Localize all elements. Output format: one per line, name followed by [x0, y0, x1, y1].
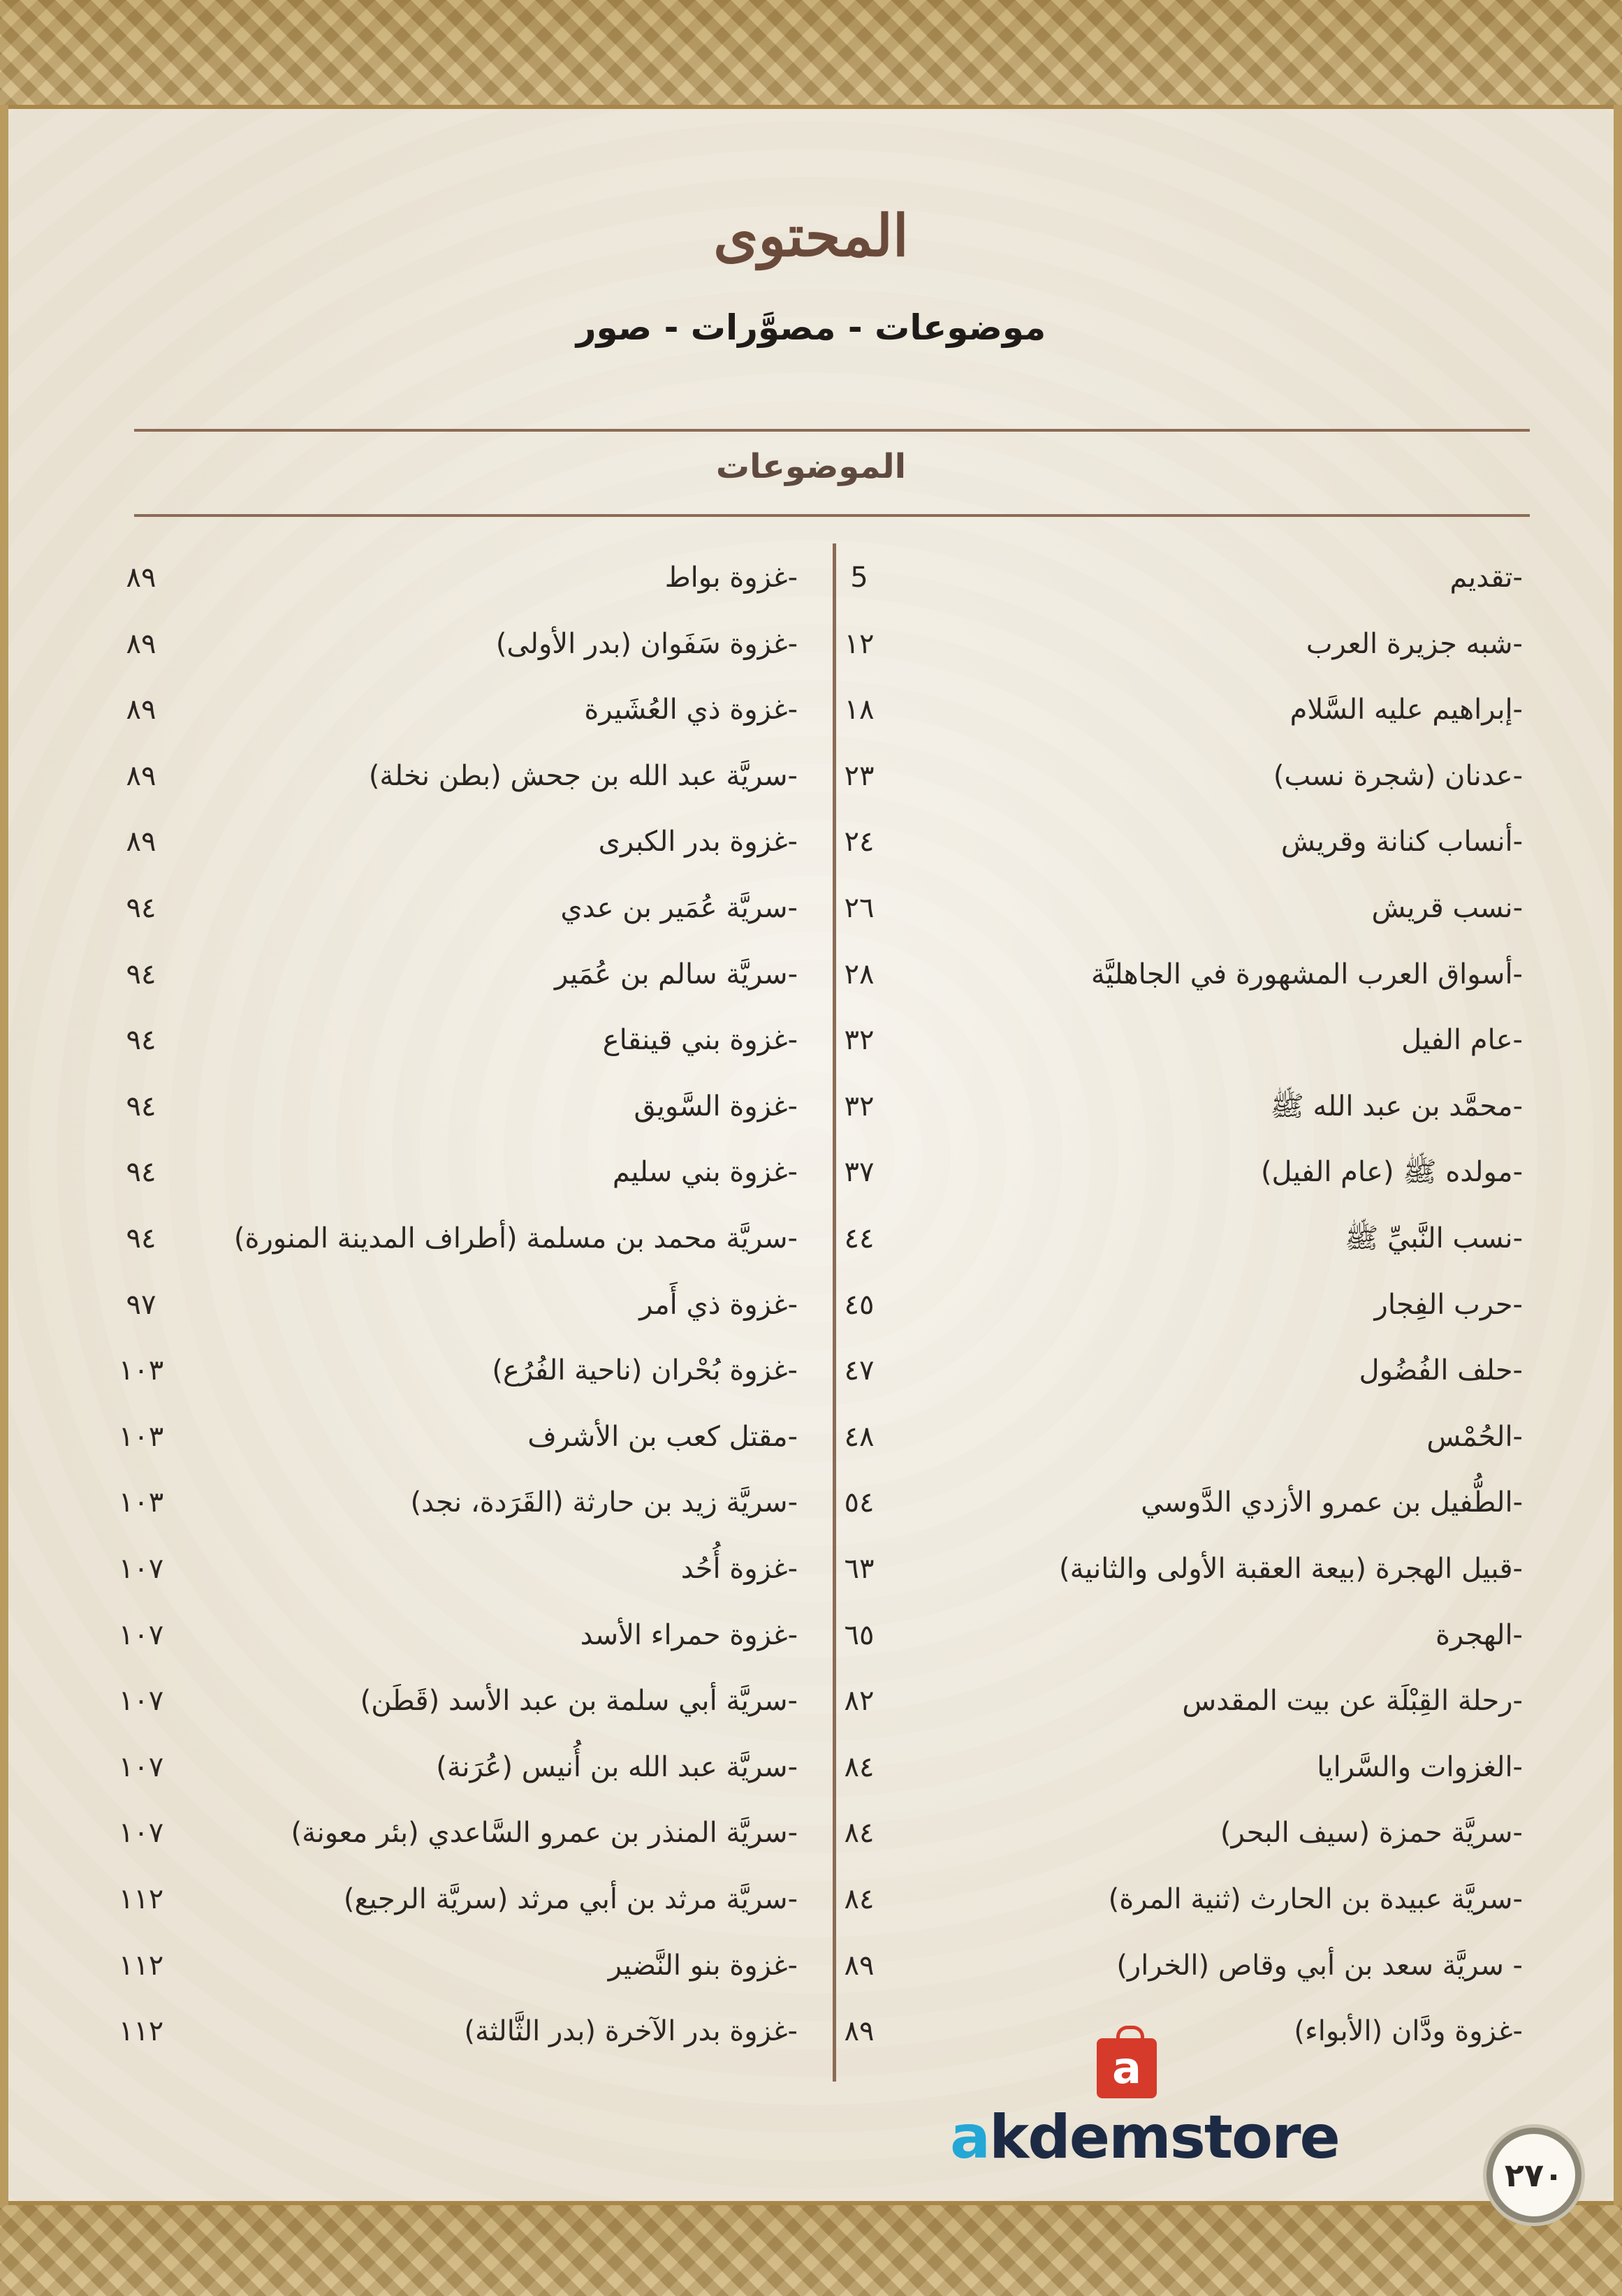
toc-entry [817, 1405, 1523, 1468]
toc-entry-title: -سريَّة عبد الله بن جحش (بطن نخلة) [368, 759, 798, 792]
toc-entry-title: -حلف الفُضُول [1359, 1354, 1523, 1387]
toc-entry [817, 943, 1523, 1006]
toc-entry-title: -سريَّة سالم بن عُمَير [555, 958, 798, 990]
toc-entry-page: ٩٤ [126, 1156, 156, 1189]
toc-entry [99, 546, 798, 609]
toc-entry [817, 877, 1523, 939]
toc-entry-title: -سريَّة عبيدة بن الحارث (ثنية المرة) [1108, 1883, 1523, 1915]
decorative-bottom-border [0, 2201, 1622, 2296]
toc-entry-title: -مولده ﷺ (عام الفيل) [1260, 1156, 1523, 1189]
toc-entry-page: ٩٤ [126, 958, 156, 990]
toc-entry-page: ٣٢ [844, 1024, 875, 1057]
decorative-top-border [0, 0, 1622, 109]
toc-entry-title: -رحلة القِبْلَة عن بيت المقدس [1182, 1685, 1523, 1718]
toc-entry [99, 1669, 798, 1732]
toc-entry-page: ١٠٧ [118, 1817, 164, 1850]
toc-entry [99, 1009, 798, 1072]
toc-entry-page: ١٠٣ [118, 1354, 164, 1387]
toc-entry-title: -غزوة سَفَوان (بدر الأولى) [495, 627, 798, 660]
toc-entry-page: ٢٣ [844, 759, 875, 792]
toc-entry-page: ٢٦ [844, 892, 875, 924]
toc-entry-title: -تقديم [1449, 562, 1523, 594]
toc-entry-title: -مقتل كعب بن الأشرف [527, 1420, 798, 1453]
toc-entry [817, 1273, 1523, 1336]
toc-entry [817, 1736, 1523, 1799]
toc-entry-title: -نسب النَّبيِّ ﷺ [1344, 1222, 1523, 1255]
toc-entry-page: ٢٨ [844, 958, 875, 990]
toc-entry [99, 1868, 798, 1931]
toc-entry-title: -غزوة بني قينقاع [602, 1024, 798, 1057]
toc-entry-page: ٨٤ [844, 1750, 875, 1783]
toc-entry [99, 678, 798, 741]
toc-entry [817, 1207, 1523, 1270]
toc-entry [99, 1801, 798, 1864]
toc-entry [817, 810, 1523, 873]
toc-entry [99, 1339, 798, 1402]
decorative-right-border [1614, 105, 1622, 2205]
toc-entry-title: -أسواق العرب المشهورة في الجاهليَّة [1090, 958, 1523, 990]
toc-entry-title: -إبراهيم عليه السَّلام [1289, 694, 1523, 726]
section-heading: الموضوعات [715, 447, 907, 486]
toc-entry-page: ٩٤ [126, 892, 156, 924]
section-divider [134, 514, 1530, 517]
page-subtitle: موضوعات - مصوَّرات - صور [576, 307, 1046, 348]
toc-entry-page: ٩٤ [126, 1222, 156, 1255]
toc-entry-title: -شبه جزيرة العرب [1306, 627, 1523, 660]
toc-entry-page: ٨٩ [126, 627, 156, 660]
toc-entry-page: ٤٥ [844, 1288, 875, 1321]
toc-entry-page: ١٠٣ [118, 1420, 164, 1453]
toc-entry-title: -سريَّة حمزة (سيف البحر) [1220, 1817, 1523, 1850]
toc-entry-title: -غزوة بدر الآخرة (بدر الثَّالثة) [464, 2015, 798, 2048]
toc-entry [99, 1934, 798, 1997]
toc-entry-page: ٨٤ [844, 1883, 875, 1915]
toc-entry [99, 1075, 798, 1138]
toc-entry-page: ٥٤ [844, 1486, 875, 1519]
toc-entry-page: ٣٧ [844, 1156, 875, 1189]
toc-entry-page: ١١٢ [118, 1949, 164, 1982]
toc-entry [817, 678, 1523, 741]
toc-entry-page: ١٠٧ [118, 1685, 164, 1718]
toc-entry-title: -سريَّة عبد الله بن أُنيس (عُرَنة) [436, 1750, 798, 1783]
toc-entry-page: ٩٧ [126, 1288, 156, 1321]
toc-entry [99, 877, 798, 939]
toc-entry-page: ١٠٧ [118, 1750, 164, 1783]
top-divider [134, 429, 1530, 432]
toc-entry [99, 1141, 798, 1204]
toc-entry [817, 1075, 1523, 1138]
toc-entry [99, 943, 798, 1006]
toc-entry [99, 1736, 798, 1799]
toc-entry-page: ٦٣ [844, 1553, 875, 1585]
toc-entry [99, 1207, 798, 1270]
toc-entry [99, 1537, 798, 1600]
toc-entry [99, 1604, 798, 1667]
toc-entry-title: -سريَّة عُمَير بن عدي [560, 892, 798, 924]
toc-entry [99, 1273, 798, 1336]
toc-entry-title: -غزوة بني سليم [612, 1156, 798, 1189]
toc-entry [99, 1471, 798, 1534]
toc-entry-title: -سريَّة زيد بن حارثة (القَرَدة، نجد) [410, 1486, 798, 1519]
toc-entry [817, 1009, 1523, 1072]
decorative-left-border [0, 105, 8, 2205]
toc-entry [817, 1801, 1523, 1864]
toc-entry-title: -الغزوات والسَّرايا [1317, 1750, 1523, 1783]
toc-entry-page: ٦٥ [844, 1618, 875, 1651]
toc-entry-title: -سريَّة أبي سلمة بن عبد الأسد (قَطَن) [360, 1685, 798, 1718]
toc-entry [817, 1471, 1523, 1534]
toc-entry-title: -عام الفيل [1401, 1024, 1523, 1057]
toc-entry [99, 2000, 798, 2063]
toc-entry [817, 1604, 1523, 1667]
toc-entry-page: ١٠٧ [118, 1618, 164, 1651]
toc-entry [817, 613, 1523, 675]
toc-entry-page: ٩٤ [126, 1090, 156, 1123]
toc-entry-page: ٨٩ [126, 759, 156, 792]
toc-entry-title: -سريَّة محمد بن مسلمة (أطراف المدينة المنورة) [233, 1222, 798, 1255]
toc-entry-page: ٨٩ [126, 562, 156, 594]
toc-entry-page: ٣٢ [844, 1090, 875, 1123]
toc-entry [817, 1141, 1523, 1204]
toc-entry-page: ١١٢ [118, 2015, 164, 2048]
page-title: المحتوى [713, 203, 909, 270]
toc-entry-title: -سريَّة مرثد بن أبي مرثد (سريَّة الرجيع) [343, 1883, 798, 1915]
toc-entry-page: ٨٩ [844, 1949, 875, 1982]
toc-entry [817, 546, 1523, 609]
store-logo [950, 2038, 1341, 2172]
toc-entry-title: -غزوة السَّويق [634, 1090, 798, 1123]
toc-entry [817, 1537, 1523, 1600]
page-number-badge: ٢٧٠ [1486, 2128, 1581, 2223]
toc-entry-title: -محمَّد بن عبد الله ﷺ [1270, 1090, 1523, 1123]
toc-entry [99, 745, 798, 807]
toc-entry [817, 1868, 1523, 1931]
toc-entry [817, 745, 1523, 807]
toc-entry-title: -الهجرة [1435, 1618, 1523, 1651]
toc-entry-title: -غزوة بُحْران (ناحية الفُرُع) [492, 1354, 798, 1387]
toc-entry-title: -الطُّفيل بن عمرو الأزدي الدَّوسي [1141, 1486, 1523, 1519]
toc-entry [817, 1669, 1523, 1732]
book-logo-icon: a [1097, 2038, 1157, 2098]
toc-entry-page: ١٠٣ [118, 1486, 164, 1519]
toc-entry-title: -سريَّة المنذر بن عمرو السَّاعدي (بئر معونة) [291, 1817, 798, 1850]
toc-entry-page: ٨٤ [844, 1817, 875, 1850]
toc-entry-page: ٤٤ [844, 1222, 875, 1255]
toc-entry [817, 1339, 1523, 1402]
toc-entry [99, 613, 798, 675]
toc-entry-page: ١٢ [844, 627, 875, 660]
toc-entry-page: ٨٩ [126, 826, 156, 858]
toc-entry-page: ١١٢ [118, 1883, 164, 1915]
toc-entry-title: -قبيل الهجرة (بيعة العقبة الأولى والثانية) [1059, 1553, 1523, 1585]
toc-entry [817, 1934, 1523, 1997]
toc-entry-page: ٤٧ [844, 1354, 875, 1387]
toc-entry-title: -غزوة حمراء الأسد [580, 1618, 798, 1651]
toc-entry [99, 810, 798, 873]
toc-entry-title: -عدنان (شجرة نسب) [1273, 759, 1523, 792]
toc-entry-page: ٨٩ [844, 2015, 875, 2048]
toc-entry-title: -غزوة بواط [664, 562, 798, 594]
toc-entry-title: -أنساب كنانة وقريش [1280, 826, 1523, 858]
toc-entry-title: -غزوة ودَّان (الأبواء) [1294, 2015, 1523, 2048]
toc-entry-title: -نسب قريش [1371, 892, 1523, 924]
store-logo-text: akdemstore [950, 2103, 1339, 2172]
toc-entry-page: ٤٨ [844, 1420, 875, 1453]
toc-entry-title: -غزوة ذي العُشَيرة [584, 694, 798, 726]
toc-entry-page: ١٠٧ [118, 1553, 164, 1585]
toc-entry-page: ٨٢ [844, 1685, 875, 1718]
toc-entry-title: -حرب الفِجار [1374, 1288, 1523, 1321]
toc-entry-page: ١٨ [844, 694, 875, 726]
toc-entry-title: -غزوة بدر الكبرى [598, 826, 798, 858]
toc-entry-page: ٩٤ [126, 1024, 156, 1057]
toc-entry-page: ٨٩ [126, 694, 156, 726]
toc-entry-title: - سريَّة سعد بن أبي وقاص (الخرار) [1116, 1949, 1523, 1982]
toc-entry-title: -الحُمْس [1426, 1420, 1523, 1453]
toc-entry-title: -غزوة ذي أَمر [639, 1288, 798, 1321]
toc-entry-page: 5 [850, 562, 868, 594]
toc-entry [99, 1405, 798, 1468]
toc-entry-page: ٢٤ [844, 826, 875, 858]
toc-entry-title: -غزوة أُحُد [680, 1553, 798, 1585]
toc-entry-title: -غزوة بنو النَّضير [608, 1949, 798, 1982]
